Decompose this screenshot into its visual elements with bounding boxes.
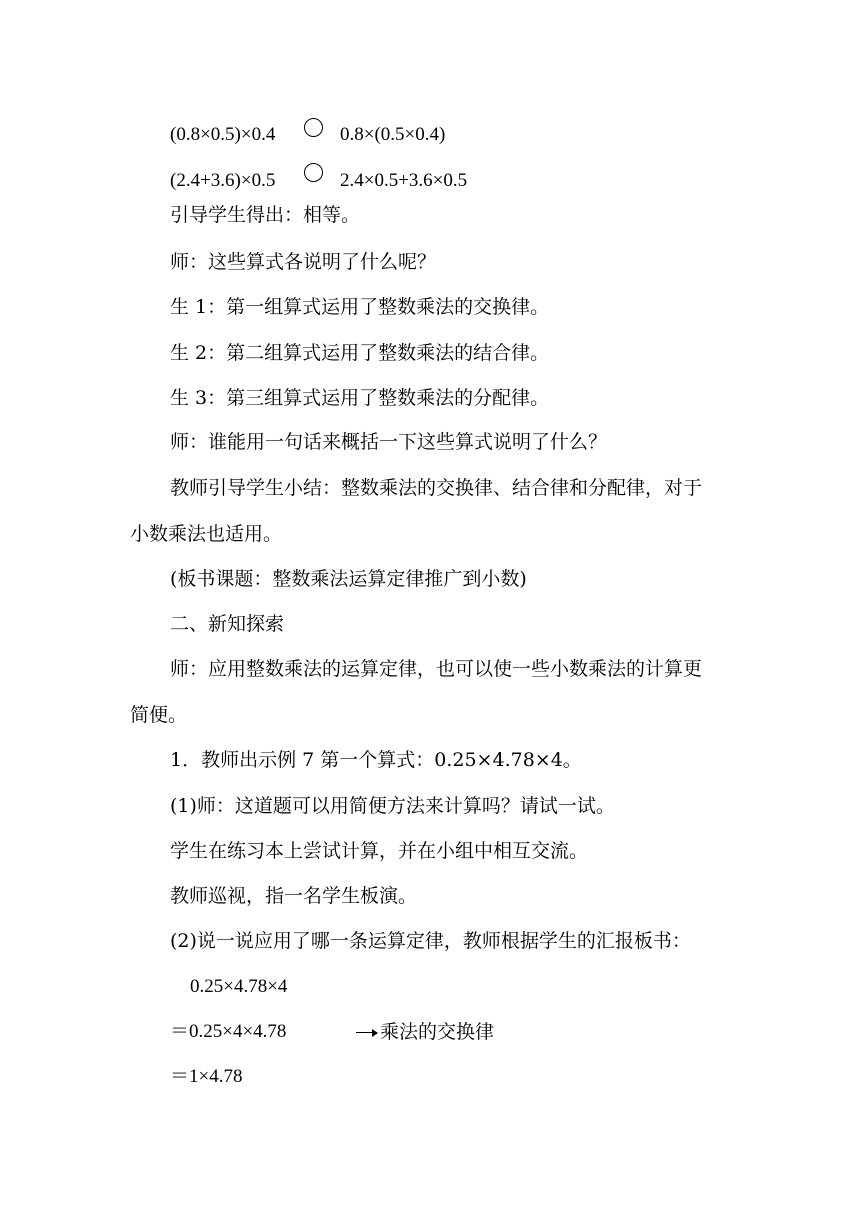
paragraph: 生 3：第三组算式运用了整数乘法的分配律。 — [170, 387, 550, 409]
calc-line: ＝0.25×4×4.78 — [170, 1021, 287, 1042]
paragraph-continuation: 小数乘法也适用。 — [130, 523, 283, 545]
paragraph: 师：这些算式各说明了什么呢？ — [170, 251, 437, 273]
comparison-right-2: 2.4×0.5+3.6×0.5 — [340, 170, 468, 191]
arrow-right-icon — [356, 1020, 378, 1044]
comparison-left-1: (0.8×0.5)×0.4 — [170, 124, 276, 145]
paragraph: 1．教师出示例 7 第一个算式：0.25×4.78×4。 — [170, 749, 582, 771]
comparison-circle-icon — [304, 163, 323, 182]
paragraph: 师：谁能用一句话来概括一下这些算式说明了什么？ — [170, 431, 608, 453]
paragraph: 学生在练习本上尝试计算，并在小组中相互交流。 — [170, 840, 589, 862]
paragraph: 师：应用整数乘法的运算定律，也可以使一些小数乘法的计算更 — [170, 658, 703, 680]
paragraph: (1)师：这道题可以用简便方法来计算吗？请试一试。 — [170, 795, 615, 817]
paragraph: 教师巡视，指一名学生板演。 — [170, 885, 418, 907]
comparison-left-2: (2.4+3.6)×0.5 — [170, 170, 276, 191]
calc-note: 乘法的交换律 — [380, 1021, 495, 1043]
calc-line: 0.25×4.78×4 — [190, 976, 288, 997]
paragraph: 教师引导学生小结：整数乘法的交换律、结合律和分配律，对于 — [170, 477, 703, 499]
calc-line: ＝1×4.78 — [170, 1066, 243, 1087]
paragraph: 生 1：第一组算式运用了整数乘法的交换律。 — [170, 296, 550, 318]
paragraph: (板书课题：整数乘法运算定律推广到小数) — [170, 568, 527, 590]
paragraph: (2)说一说应用了哪一条运算定律，教师根据学生的汇报板书： — [170, 930, 691, 952]
section-heading: 二、新知探索 — [170, 613, 285, 635]
paragraph: 生 2：第二组算式运用了整数乘法的结合律。 — [170, 342, 550, 364]
paragraph-continuation: 简便。 — [130, 704, 188, 726]
paragraph: 引导学生得出：相等。 — [170, 204, 361, 226]
comparison-circle-icon — [304, 118, 323, 137]
comparison-right-1: 0.8×(0.5×0.4) — [340, 124, 446, 145]
